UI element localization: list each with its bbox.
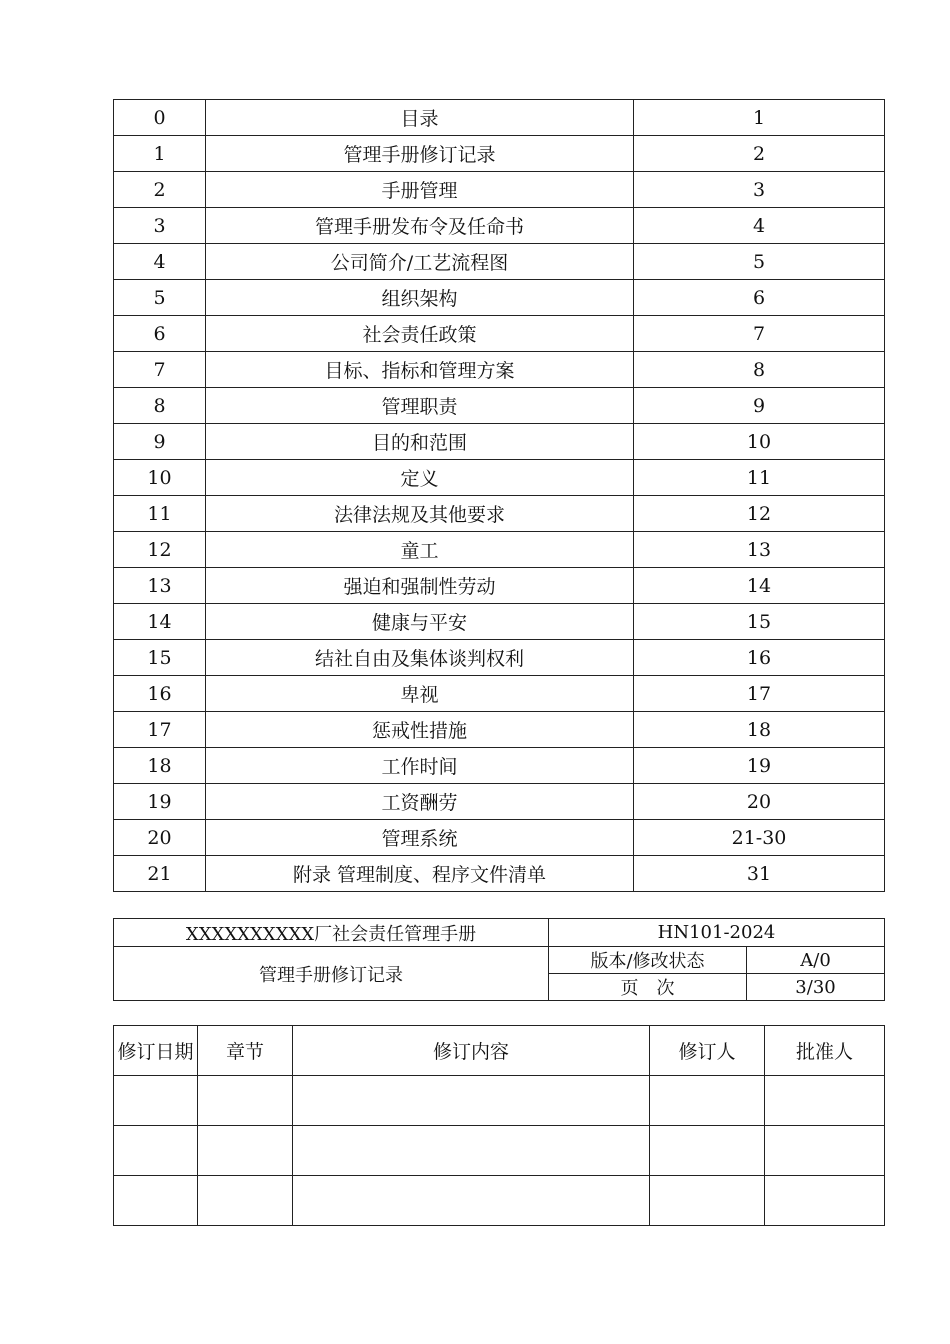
toc-row — [114, 532, 885, 568]
revision-cell[interactable] — [198, 1076, 293, 1126]
toc-row — [114, 568, 885, 604]
toc-page: 1 — [634, 100, 885, 136]
toc-row — [114, 676, 885, 712]
manual-header-table — [113, 918, 885, 1001]
section-title: 管理手册修订记录 — [114, 947, 549, 1001]
toc-number: 6 — [114, 316, 206, 352]
version-label: 版本/修改状态 — [549, 947, 747, 974]
revision-cell[interactable] — [293, 1126, 650, 1176]
toc-title: 卑视 — [206, 676, 634, 712]
toc-row — [114, 388, 885, 424]
toc-title: 组织架构 — [206, 280, 634, 316]
column-header-chapter: 章节 — [198, 1026, 293, 1076]
revision-cell[interactable] — [198, 1176, 293, 1226]
toc-page: 13 — [634, 532, 885, 568]
toc-row — [114, 136, 885, 172]
toc-row — [114, 640, 885, 676]
toc-number: 1 — [114, 136, 206, 172]
toc-number: 14 — [114, 604, 206, 640]
toc-page: 16 — [634, 640, 885, 676]
toc-title: 健康与平安 — [206, 604, 634, 640]
revision-row — [114, 1076, 885, 1126]
toc-title: 管理系统 — [206, 820, 634, 856]
toc-number: 17 — [114, 712, 206, 748]
revision-cell[interactable] — [114, 1076, 198, 1126]
toc-page: 15 — [634, 604, 885, 640]
toc-title: 社会责任政策 — [206, 316, 634, 352]
toc-row — [114, 748, 885, 784]
toc-number: 21 — [114, 856, 206, 892]
toc-page: 19 — [634, 748, 885, 784]
toc-body — [114, 100, 885, 892]
revision-cell[interactable] — [650, 1126, 765, 1176]
page-label: 页 次 — [549, 974, 747, 1001]
column-header-date: 修订日期 — [114, 1026, 198, 1076]
toc-number: 13 — [114, 568, 206, 604]
toc-number: 19 — [114, 784, 206, 820]
toc-row — [114, 172, 885, 208]
toc-row — [114, 352, 885, 388]
toc-number: 8 — [114, 388, 206, 424]
toc-page: 18 — [634, 712, 885, 748]
toc-page: 12 — [634, 496, 885, 532]
version-value: A/0 — [747, 947, 885, 974]
toc-number: 16 — [114, 676, 206, 712]
toc-number: 20 — [114, 820, 206, 856]
toc-row — [114, 496, 885, 532]
toc-row — [114, 604, 885, 640]
column-header-content: 修订内容 — [293, 1026, 650, 1076]
toc-title: 强迫和强制性劳动 — [206, 568, 634, 604]
toc-title: 惩戒性措施 — [206, 712, 634, 748]
toc-row — [114, 712, 885, 748]
toc-number: 0 — [114, 100, 206, 136]
toc-page: 10 — [634, 424, 885, 460]
toc-page: 8 — [634, 352, 885, 388]
column-header-reviser: 修订人 — [650, 1026, 765, 1076]
revision-cell[interactable] — [650, 1176, 765, 1226]
manual-title: XXXXXXXXXX厂社会责任管理手册 — [114, 919, 549, 947]
revision-row — [114, 1176, 885, 1226]
toc-row — [114, 424, 885, 460]
toc-page: 5 — [634, 244, 885, 280]
toc-page: 31 — [634, 856, 885, 892]
toc-title: 定义 — [206, 460, 634, 496]
revision-cell[interactable] — [765, 1126, 885, 1176]
toc-page: 20 — [634, 784, 885, 820]
toc-page: 6 — [634, 280, 885, 316]
toc-row — [114, 316, 885, 352]
document-code: HN101-2024 — [549, 919, 885, 947]
toc-title: 童工 — [206, 532, 634, 568]
column-header-approver: 批准人 — [765, 1026, 885, 1076]
toc-page: 11 — [634, 460, 885, 496]
toc-number: 12 — [114, 532, 206, 568]
toc-number: 18 — [114, 748, 206, 784]
revision-cell[interactable] — [198, 1126, 293, 1176]
toc-table — [113, 99, 885, 892]
toc-row — [114, 244, 885, 280]
toc-page: 7 — [634, 316, 885, 352]
toc-page: 21-30 — [634, 820, 885, 856]
toc-row — [114, 280, 885, 316]
toc-page: 2 — [634, 136, 885, 172]
revision-cell[interactable] — [293, 1176, 650, 1226]
toc-number: 2 — [114, 172, 206, 208]
toc-number: 9 — [114, 424, 206, 460]
toc-number: 10 — [114, 460, 206, 496]
toc-title: 附录 管理制度、程序文件清单 — [206, 856, 634, 892]
toc-page: 9 — [634, 388, 885, 424]
toc-row — [114, 820, 885, 856]
toc-number: 15 — [114, 640, 206, 676]
toc-row — [114, 208, 885, 244]
toc-row — [114, 460, 885, 496]
toc-title: 目录 — [206, 100, 634, 136]
revision-cell[interactable] — [765, 1176, 885, 1226]
toc-number: 5 — [114, 280, 206, 316]
revision-record-table — [113, 1025, 885, 1226]
toc-number: 11 — [114, 496, 206, 532]
toc-page: 14 — [634, 568, 885, 604]
toc-row — [114, 100, 885, 136]
toc-page: 17 — [634, 676, 885, 712]
toc-title: 手册管理 — [206, 172, 634, 208]
toc-row — [114, 856, 885, 892]
toc-title: 公司简介/工艺流程图 — [206, 244, 634, 280]
revision-header-row — [114, 1026, 885, 1076]
toc-title: 管理手册修订记录 — [206, 136, 634, 172]
revision-cell[interactable] — [114, 1126, 198, 1176]
toc-title: 管理职责 — [206, 388, 634, 424]
toc-number: 4 — [114, 244, 206, 280]
toc-title: 法律法规及其他要求 — [206, 496, 634, 532]
toc-title: 结社自由及集体谈判权利 — [206, 640, 634, 676]
toc-title: 目标、指标和管理方案 — [206, 352, 634, 388]
toc-title: 工作时间 — [206, 748, 634, 784]
toc-title: 工资酬劳 — [206, 784, 634, 820]
toc-number: 7 — [114, 352, 206, 388]
revision-cell[interactable] — [293, 1076, 650, 1126]
revision-row — [114, 1126, 885, 1176]
revision-cell[interactable] — [650, 1076, 765, 1126]
toc-row — [114, 784, 885, 820]
toc-title: 目的和范围 — [206, 424, 634, 460]
toc-page: 3 — [634, 172, 885, 208]
revision-cell[interactable] — [765, 1076, 885, 1126]
toc-number: 3 — [114, 208, 206, 244]
revision-cell[interactable] — [114, 1176, 198, 1226]
page-value: 3/30 — [747, 974, 885, 1001]
toc-title: 管理手册发布令及任命书 — [206, 208, 634, 244]
toc-page: 4 — [634, 208, 885, 244]
